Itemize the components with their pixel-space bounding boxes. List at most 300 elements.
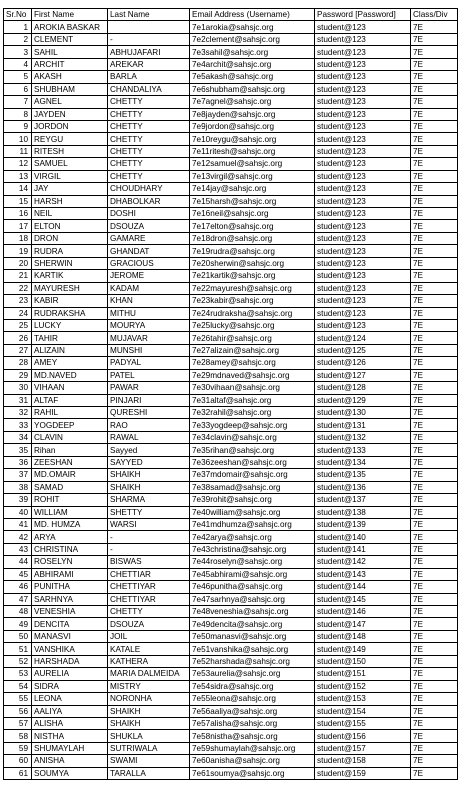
cell-first-name: JAY <box>32 183 108 195</box>
cell-email: 7e18dron@sahsjc.org <box>190 232 315 244</box>
cell-last-name: MOURYA <box>108 319 190 331</box>
cell-last-name: KATHERA <box>108 655 190 667</box>
cell-sr-no: 29 <box>4 369 32 381</box>
cell-class-div: 7E <box>411 705 458 717</box>
cell-email: 7e39rohit@sahsjc.org <box>190 494 315 506</box>
cell-first-name: ANISHA <box>32 755 108 767</box>
cell-first-name: HARSHADA <box>32 655 108 667</box>
cell-sr-no: 56 <box>4 705 32 717</box>
cell-password: student@123 <box>315 307 411 319</box>
cell-last-name: SHUKLA <box>108 730 190 742</box>
cell-password: student@155 <box>315 717 411 729</box>
cell-class-div: 7E <box>411 581 458 593</box>
cell-class-div: 7E <box>411 593 458 605</box>
cell-first-name: NISTHA <box>32 730 108 742</box>
table-row <box>4 245 458 257</box>
cell-sr-no: 21 <box>4 270 32 282</box>
cell-last-name: SHAIKH <box>108 469 190 481</box>
cell-last-name: SHAIKH <box>108 481 190 493</box>
cell-sr-no: 40 <box>4 506 32 518</box>
cell-first-name: ALTAF <box>32 394 108 406</box>
cell-first-name: YOGDEEP <box>32 419 108 431</box>
cell-password: student@123 <box>315 183 411 195</box>
cell-last-name: RAWAL <box>108 431 190 443</box>
table-row <box>4 606 458 618</box>
cell-password: student@146 <box>315 606 411 618</box>
cell-sr-no: 6 <box>4 83 32 95</box>
cell-first-name: ELTON <box>32 220 108 232</box>
cell-password: student@123 <box>315 58 411 70</box>
cell-class-div: 7E <box>411 58 458 70</box>
header-password: Password [Password] <box>315 9 411 21</box>
table-row <box>4 332 458 344</box>
cell-last-name: CHETTY <box>108 133 190 145</box>
cell-email: 7e40william@sahsjc.org <box>190 506 315 518</box>
cell-password: student@136 <box>315 481 411 493</box>
cell-class-div: 7E <box>411 431 458 443</box>
cell-sr-no: 57 <box>4 717 32 729</box>
cell-first-name: ZEESHAN <box>32 456 108 468</box>
cell-last-name: TARALLA <box>108 767 190 779</box>
cell-class-div: 7E <box>411 531 458 543</box>
cell-class-div: 7E <box>411 332 458 344</box>
cell-first-name: SHUMAYLAH <box>32 742 108 754</box>
cell-email: 7e37mdomair@sahsjc.org <box>190 469 315 481</box>
cell-sr-no: 51 <box>4 643 32 655</box>
cell-last-name: JEROME <box>108 270 190 282</box>
cell-first-name: SHUBHAM <box>32 83 108 95</box>
cell-first-name: ALIZAIN <box>32 344 108 356</box>
table-row <box>4 394 458 406</box>
cell-class-div: 7E <box>411 456 458 468</box>
table-row <box>4 456 458 468</box>
cell-sr-no: 30 <box>4 382 32 394</box>
cell-last-name: GAMARE <box>108 232 190 244</box>
cell-email: 7e14jay@sahsjc.org <box>190 183 315 195</box>
cell-sr-no: 8 <box>4 108 32 120</box>
table-row <box>4 195 458 207</box>
table-row <box>4 232 458 244</box>
cell-email: 7e32rahil@sahsjc.org <box>190 407 315 419</box>
cell-class-div: 7E <box>411 257 458 269</box>
cell-first-name: AURELIA <box>32 668 108 680</box>
cell-password: student@150 <box>315 655 411 667</box>
cell-last-name: AREKAR <box>108 58 190 70</box>
cell-email: 7e5akash@sahsjc.org <box>190 71 315 83</box>
cell-password: student@154 <box>315 705 411 717</box>
cell-class-div: 7E <box>411 556 458 568</box>
cell-email: 7e4archit@sahsjc.org <box>190 58 315 70</box>
cell-password: student@143 <box>315 568 411 580</box>
cell-class-div: 7E <box>411 655 458 667</box>
cell-class-div: 7E <box>411 71 458 83</box>
cell-last-name: CHETTIAR <box>108 568 190 580</box>
cell-last-name: SHETTY <box>108 506 190 518</box>
cell-first-name: ARCHIT <box>32 58 108 70</box>
cell-last-name: KATALE <box>108 643 190 655</box>
cell-sr-no: 25 <box>4 319 32 331</box>
cell-first-name: TAHIR <box>32 332 108 344</box>
cell-sr-no: 5 <box>4 71 32 83</box>
cell-class-div: 7E <box>411 21 458 33</box>
cell-last-name: QURESHI <box>108 407 190 419</box>
cell-last-name: PADYAL <box>108 357 190 369</box>
table-row <box>4 307 458 319</box>
cell-first-name: LUCKY <box>32 319 108 331</box>
cell-class-div: 7E <box>411 195 458 207</box>
cell-sr-no: 33 <box>4 419 32 431</box>
cell-sr-no: 43 <box>4 543 32 555</box>
cell-class-div: 7E <box>411 158 458 170</box>
cell-password: student@157 <box>315 742 411 754</box>
table-row <box>4 407 458 419</box>
cell-password: student@147 <box>315 618 411 630</box>
cell-email: 7e43christina@sahsjc.org <box>190 543 315 555</box>
cell-first-name: SIDRA <box>32 680 108 692</box>
cell-password: student@123 <box>315 21 411 33</box>
cell-class-div: 7E <box>411 680 458 692</box>
cell-email: 7e46punitha@sahsjc.org <box>190 581 315 593</box>
table-row <box>4 295 458 307</box>
cell-first-name: KARTIK <box>32 270 108 282</box>
cell-password: student@123 <box>315 133 411 145</box>
cell-sr-no: 18 <box>4 232 32 244</box>
cell-first-name: WILLIAM <box>32 506 108 518</box>
cell-email: 7e30vihaan@sahsjc.org <box>190 382 315 394</box>
cell-password: student@123 <box>315 282 411 294</box>
cell-first-name: ABHIRAMI <box>32 568 108 580</box>
cell-first-name: AKASH <box>32 71 108 83</box>
cell-first-name: RITESH <box>32 145 108 157</box>
cell-sr-no: 19 <box>4 245 32 257</box>
cell-last-name: JOIL <box>108 630 190 642</box>
cell-class-div: 7E <box>411 232 458 244</box>
cell-email: 7e60anisha@sahsjc.org <box>190 755 315 767</box>
cell-first-name: RAHIL <box>32 407 108 419</box>
cell-last-name: PAWAR <box>108 382 190 394</box>
cell-password: student@144 <box>315 581 411 593</box>
table-row <box>4 96 458 108</box>
cell-email: 7e3sahil@sahsjc.org <box>190 46 315 58</box>
cell-first-name: ROHIT <box>32 494 108 506</box>
cell-last-name: MARIA DALMEIDA <box>108 668 190 680</box>
cell-last-name: MITHU <box>108 307 190 319</box>
cell-class-div: 7E <box>411 245 458 257</box>
cell-sr-no: 47 <box>4 593 32 605</box>
cell-last-name: GRACIOUS <box>108 257 190 269</box>
cell-password: student@124 <box>315 332 411 344</box>
cell-password: student@151 <box>315 668 411 680</box>
cell-sr-no: 14 <box>4 183 32 195</box>
header-email: Email Address (Username) <box>190 9 315 21</box>
cell-last-name: NORONHA <box>108 693 190 705</box>
cell-sr-no: 52 <box>4 655 32 667</box>
cell-first-name: MAYURESH <box>32 282 108 294</box>
cell-class-div: 7E <box>411 220 458 232</box>
student-credentials-table <box>3 8 458 780</box>
cell-first-name: REYGU <box>32 133 108 145</box>
table-row <box>4 145 458 157</box>
table-row <box>4 543 458 555</box>
cell-email: 7e51vanshika@sahsjc.org <box>190 643 315 655</box>
cell-password: student@127 <box>315 369 411 381</box>
cell-class-div: 7E <box>411 494 458 506</box>
cell-email: 7e16neil@sahsjc.org <box>190 208 315 220</box>
table-row <box>4 717 458 729</box>
cell-password: student@125 <box>315 344 411 356</box>
cell-last-name: - <box>108 543 190 555</box>
cell-password: student@158 <box>315 755 411 767</box>
cell-sr-no: 12 <box>4 158 32 170</box>
cell-sr-no: 4 <box>4 58 32 70</box>
header-class-div: Class/Div <box>411 9 458 21</box>
cell-email: 7e9jordon@sahsjc.org <box>190 120 315 132</box>
cell-first-name: MD.NAVED <box>32 369 108 381</box>
cell-first-name: SAMAD <box>32 481 108 493</box>
cell-last-name: PINJARI <box>108 394 190 406</box>
table-row <box>4 668 458 680</box>
cell-email: 7e15harsh@sahsjc.org <box>190 195 315 207</box>
cell-first-name: PUNITHA <box>32 581 108 593</box>
cell-sr-no: 26 <box>4 332 32 344</box>
cell-last-name: DOSHI <box>108 208 190 220</box>
cell-email: 7e50manasvi@sahsjc.org <box>190 630 315 642</box>
cell-class-div: 7E <box>411 344 458 356</box>
cell-last-name: BARLA <box>108 71 190 83</box>
table-row <box>4 382 458 394</box>
cell-password: student@123 <box>315 83 411 95</box>
table-row <box>4 431 458 443</box>
cell-password: student@123 <box>315 145 411 157</box>
cell-email: 7e54sidra@sahsjc.org <box>190 680 315 692</box>
cell-password: student@129 <box>315 394 411 406</box>
cell-class-div: 7E <box>411 307 458 319</box>
table-row <box>4 556 458 568</box>
cell-password: student@145 <box>315 593 411 605</box>
cell-email: 7e19rudra@sahsjc.org <box>190 245 315 257</box>
cell-sr-no: 22 <box>4 282 32 294</box>
cell-class-div: 7E <box>411 170 458 182</box>
cell-password: student@132 <box>315 431 411 443</box>
cell-sr-no: 23 <box>4 295 32 307</box>
cell-class-div: 7E <box>411 469 458 481</box>
cell-sr-no: 48 <box>4 606 32 618</box>
cell-class-div: 7E <box>411 183 458 195</box>
table-row <box>4 518 458 530</box>
cell-class-div: 7E <box>411 742 458 754</box>
cell-email: 7e7agnel@sahsjc.org <box>190 96 315 108</box>
cell-password: student@123 <box>315 46 411 58</box>
cell-last-name: CHOUDHARY <box>108 183 190 195</box>
cell-first-name: MANASVI <box>32 630 108 642</box>
table-row <box>4 58 458 70</box>
cell-first-name: SOUMYA <box>32 767 108 779</box>
cell-last-name: CHETTY <box>108 158 190 170</box>
cell-last-name: BISWAS <box>108 556 190 568</box>
cell-first-name: RUDRAKSHA <box>32 307 108 319</box>
cell-email: 7e33yogdeep@sahsjc.org <box>190 419 315 431</box>
cell-first-name: JORDON <box>32 120 108 132</box>
cell-sr-no: 13 <box>4 170 32 182</box>
cell-last-name: DSOUZA <box>108 220 190 232</box>
cell-password: student@123 <box>315 257 411 269</box>
cell-email: 7e45abhirami@sahsjc.org <box>190 568 315 580</box>
cell-class-div: 7E <box>411 407 458 419</box>
cell-first-name: VANSHIKA <box>32 643 108 655</box>
cell-password: student@141 <box>315 543 411 555</box>
cell-class-div: 7E <box>411 282 458 294</box>
table-row <box>4 767 458 779</box>
cell-email: 7e34clavin@sahsjc.org <box>190 431 315 443</box>
cell-password: student@130 <box>315 407 411 419</box>
cell-class-div: 7E <box>411 481 458 493</box>
cell-password: student@123 <box>315 319 411 331</box>
cell-sr-no: 36 <box>4 456 32 468</box>
cell-sr-no: 7 <box>4 96 32 108</box>
cell-email: 7e10reygu@sahsjc.org <box>190 133 315 145</box>
cell-sr-no: 35 <box>4 444 32 456</box>
table-row <box>4 33 458 45</box>
cell-sr-no: 53 <box>4 668 32 680</box>
cell-sr-no: 59 <box>4 742 32 754</box>
table-row <box>4 319 458 331</box>
cell-sr-no: 16 <box>4 208 32 220</box>
cell-email: 7e42arya@sahsjc.org <box>190 531 315 543</box>
cell-email: 7e57alisha@sahsjc.org <box>190 717 315 729</box>
cell-password: student@137 <box>315 494 411 506</box>
table-row <box>4 469 458 481</box>
cell-last-name <box>108 21 190 33</box>
table-row <box>4 21 458 33</box>
cell-first-name: VIHAAN <box>32 382 108 394</box>
cell-email: 7e61soumya@sahsjc.org <box>190 767 315 779</box>
cell-sr-no: 11 <box>4 145 32 157</box>
cell-email: 7e36zeeshan@sahsjc.org <box>190 456 315 468</box>
cell-first-name: VIRGIL <box>32 170 108 182</box>
cell-sr-no: 2 <box>4 33 32 45</box>
cell-first-name: MD. HUMZA <box>32 518 108 530</box>
cell-password: student@123 <box>315 295 411 307</box>
cell-sr-no: 17 <box>4 220 32 232</box>
cell-class-div: 7E <box>411 755 458 767</box>
cell-sr-no: 45 <box>4 568 32 580</box>
cell-email: 7e23kabir@sahsjc.org <box>190 295 315 307</box>
cell-last-name: GHANDAT <box>108 245 190 257</box>
cell-last-name: MUNSHI <box>108 344 190 356</box>
cell-password: student@131 <box>315 419 411 431</box>
cell-class-div: 7E <box>411 120 458 132</box>
table-row <box>4 357 458 369</box>
cell-last-name: CHETTY <box>108 120 190 132</box>
cell-password: student@149 <box>315 643 411 655</box>
cell-email: 7e17elton@sahsjc.org <box>190 220 315 232</box>
cell-first-name: KABIR <box>32 295 108 307</box>
cell-password: student@123 <box>315 245 411 257</box>
table-row <box>4 208 458 220</box>
cell-class-div: 7E <box>411 668 458 680</box>
cell-email: 7e38samad@sahsjc.org <box>190 481 315 493</box>
cell-first-name: AROKIA BASKAR <box>32 21 108 33</box>
cell-email: 7e2clement@sahsjc.org <box>190 33 315 45</box>
cell-class-div: 7E <box>411 767 458 779</box>
cell-email: 7e35rihan@sahsjc.org <box>190 444 315 456</box>
cell-last-name: DHABOLKAR <box>108 195 190 207</box>
cell-sr-no: 42 <box>4 531 32 543</box>
table-row <box>4 419 458 431</box>
cell-class-div: 7E <box>411 693 458 705</box>
table-row <box>4 282 458 294</box>
cell-password: student@133 <box>315 444 411 456</box>
cell-last-name: RAO <box>108 419 190 431</box>
cell-sr-no: 32 <box>4 407 32 419</box>
cell-class-div: 7E <box>411 83 458 95</box>
cell-class-div: 7E <box>411 543 458 555</box>
table-row <box>4 257 458 269</box>
cell-password: student@126 <box>315 357 411 369</box>
cell-class-div: 7E <box>411 96 458 108</box>
table-row <box>4 630 458 642</box>
cell-last-name: SHAIKH <box>108 705 190 717</box>
cell-password: student@135 <box>315 469 411 481</box>
table-row <box>4 742 458 754</box>
cell-last-name: KADAM <box>108 282 190 294</box>
cell-first-name: CLEMENT <box>32 33 108 45</box>
cell-class-div: 7E <box>411 618 458 630</box>
cell-password: student@159 <box>315 767 411 779</box>
cell-password: student@123 <box>315 71 411 83</box>
cell-sr-no: 28 <box>4 357 32 369</box>
cell-first-name: AGNEL <box>32 96 108 108</box>
cell-password: student@123 <box>315 108 411 120</box>
cell-sr-no: 49 <box>4 618 32 630</box>
cell-sr-no: 54 <box>4 680 32 692</box>
cell-password: student@142 <box>315 556 411 568</box>
cell-class-div: 7E <box>411 643 458 655</box>
table-header-row <box>4 9 458 21</box>
cell-first-name: SHERWIN <box>32 257 108 269</box>
cell-password: student@123 <box>315 195 411 207</box>
cell-sr-no: 58 <box>4 730 32 742</box>
cell-sr-no: 38 <box>4 481 32 493</box>
cell-class-div: 7E <box>411 382 458 394</box>
cell-last-name: CHETTY <box>108 606 190 618</box>
cell-last-name: ABHUJAFARI <box>108 46 190 58</box>
cell-class-div: 7E <box>411 394 458 406</box>
cell-class-div: 7E <box>411 108 458 120</box>
cell-email: 7e41mdhumza@sahsjc.org <box>190 518 315 530</box>
cell-class-div: 7E <box>411 568 458 580</box>
cell-password: student@123 <box>315 220 411 232</box>
cell-first-name: ALISHA <box>32 717 108 729</box>
cell-last-name: - <box>108 33 190 45</box>
header-first-name: First Name <box>32 9 108 21</box>
cell-sr-no: 61 <box>4 767 32 779</box>
table-row <box>4 71 458 83</box>
cell-email: 7e49dencita@sahsjc.org <box>190 618 315 630</box>
cell-email: 7e8jayden@sahsjc.org <box>190 108 315 120</box>
cell-email: 7e25lucky@sahsjc.org <box>190 319 315 331</box>
header-last-name: Last Name <box>108 9 190 21</box>
table-row <box>4 531 458 543</box>
cell-password: student@139 <box>315 518 411 530</box>
cell-last-name: SHARMA <box>108 494 190 506</box>
cell-class-div: 7E <box>411 46 458 58</box>
cell-email: 7e44roselyn@sahsjc.org <box>190 556 315 568</box>
header-sr-no: Sr.No <box>4 9 32 21</box>
cell-last-name: DSOUZA <box>108 618 190 630</box>
cell-password: student@123 <box>315 208 411 220</box>
cell-class-div: 7E <box>411 208 458 220</box>
